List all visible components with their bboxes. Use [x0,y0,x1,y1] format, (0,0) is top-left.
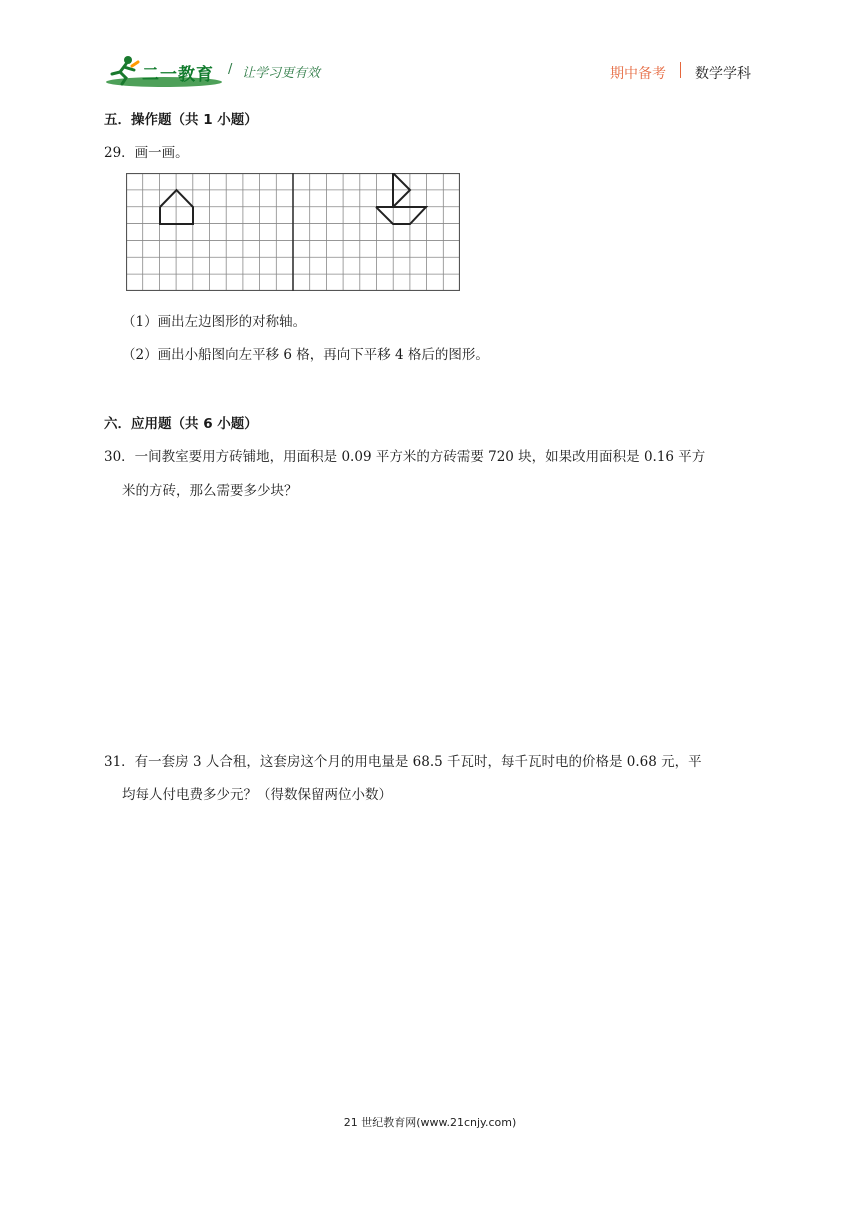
boat-shape [376,173,426,224]
header-divider [680,62,681,78]
drawing-grid [126,173,460,291]
question-30-line-1: 30．一间教室要用方砖铺地，用面积是 0.09 平方米的方砖需要 720 块，如果改用面积是 0.16 平方 [104,449,706,465]
question-29-part-2: （2）画出小船图向左平移 6 格，再向下平移 4 格后的图形。 [122,347,489,363]
exam-label: 期中备考 [610,66,666,82]
question-29-title: 29．画一画。 [104,145,189,161]
brand-name: 二一教育 [142,65,214,85]
section-title-operation: 五．操作题（共 1 小题） [104,112,258,128]
slogan: 让学习更有效 [242,66,321,81]
page-footer: 21 世纪教育网(www.21cnjy.com) [343,1116,517,1129]
question-30-line-2: 米的方砖，那么需要多少块？ [122,483,298,499]
question-31-line-1: 31．有一套房 3 人合租，这套房这个月的用电量是 68.5 千瓦时，每千瓦时电的价格是 0.68 元，平 [104,754,702,770]
question-29-part-1: （1）画出左边图形的对称轴。 [122,314,307,330]
section-title-application: 六．应用题（共 6 小题） [104,416,258,432]
question-31-line-2: 均每人付电费多少元？（得数保留两位小数） [122,787,392,803]
subject-label: 数学学科 [695,66,751,82]
header-slash: / [228,62,233,77]
